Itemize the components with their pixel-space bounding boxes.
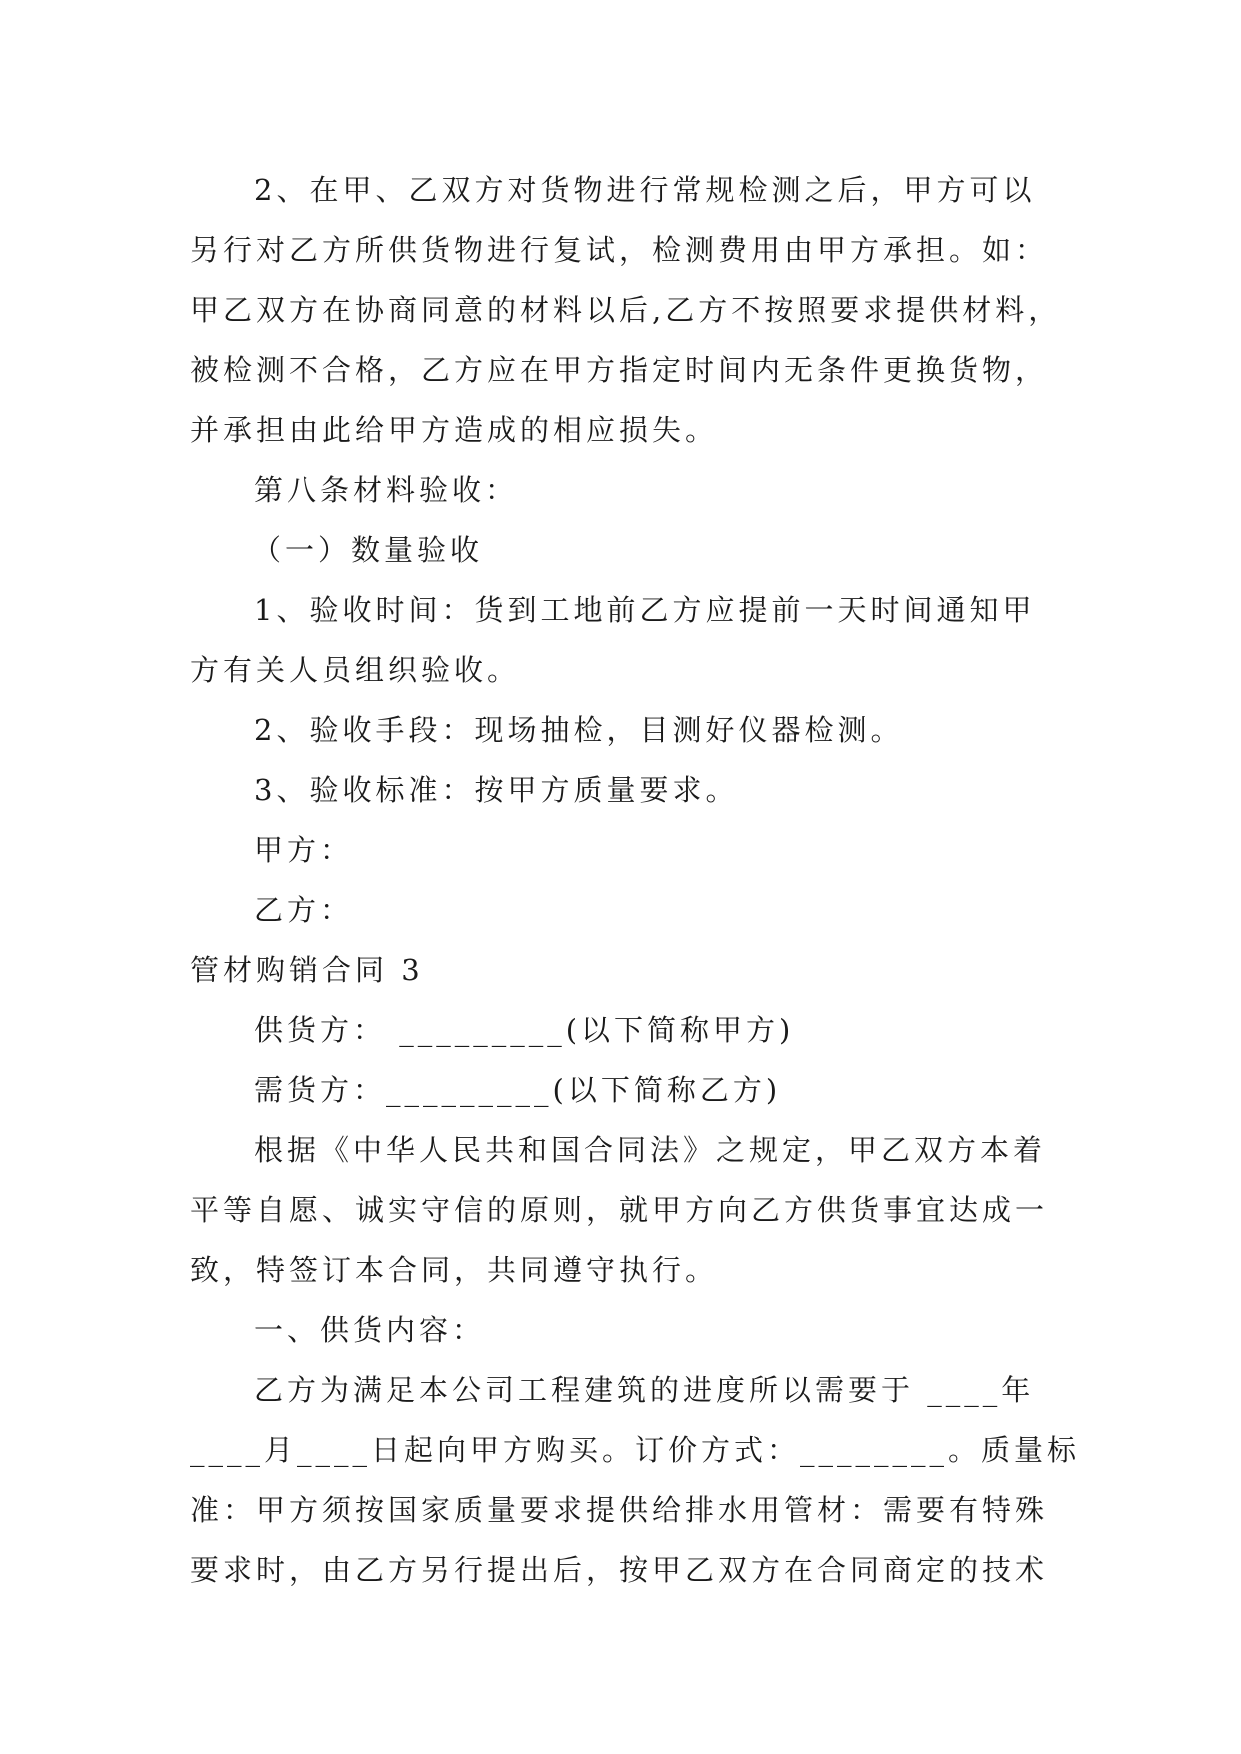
paragraph-line: ____月____日起向甲方购买。订价方式：________。质量标 [190, 1433, 1081, 1467]
paragraph-line: 1、验收时间：货到工地前乙方应提前一天时间通知甲 [254, 593, 1036, 627]
buyer-line: 需货方：_________(以下简称乙方) [254, 1073, 782, 1107]
signature-party-b: 乙方： [254, 893, 354, 927]
paragraph-line: 准：甲方须按国家质量要求提供给排水用管材：需要有特殊 [190, 1493, 1049, 1527]
section-heading: （一）数量验收 [252, 533, 484, 567]
contract-title: 管材购销合同 3 [190, 953, 424, 987]
paragraph-line: 另行对乙方所供货物进行复试，检测费用由甲方承担。如： [190, 233, 1049, 267]
paragraph-line: 平等自愿、诚实守信的原则，就甲方向乙方供货事宜达成一 [190, 1193, 1049, 1227]
paragraph-line: 并承担由此给甲方造成的相应损失。 [190, 413, 719, 447]
signature-party-a: 甲方： [254, 833, 354, 867]
paragraph-line: 方有关人员组织验收。 [190, 653, 521, 687]
section-heading: 一、供货内容： [254, 1313, 486, 1347]
document-page [190, 160, 1090, 1600]
supplier-line: 供货方： _________(以下简称甲方) [254, 1013, 795, 1047]
paragraph-line: 乙方为满足本公司工程建筑的进度所以需要于 ____年 [254, 1373, 1035, 1407]
paragraph-line: 3、验收标准：按甲方质量要求。 [254, 773, 739, 807]
paragraph-line: 要求时，由乙方另行提出后，按甲乙双方在合同商定的技术 [190, 1553, 1049, 1587]
article-heading: 第八条材料验收： [254, 473, 519, 507]
paragraph-line: 2、验收手段：现场抽检，目测好仪器检测。 [254, 713, 904, 747]
paragraph-line: 致，特签订本合同，共同遵守执行。 [190, 1253, 719, 1287]
paragraph-line: 被检测不合格，乙方应在甲方指定时间内无条件更换货物， [190, 353, 1049, 387]
paragraph-line: 甲乙双方在协商同意的材料以后,乙方不按照要求提供材料， [190, 293, 1062, 327]
paragraph-line: 2、在甲、乙双方对货物进行常规检测之后，甲方可以 [254, 173, 1036, 207]
paragraph-line: 根据《中华人民共和国合同法》之规定，甲乙双方本着 [254, 1133, 1047, 1167]
